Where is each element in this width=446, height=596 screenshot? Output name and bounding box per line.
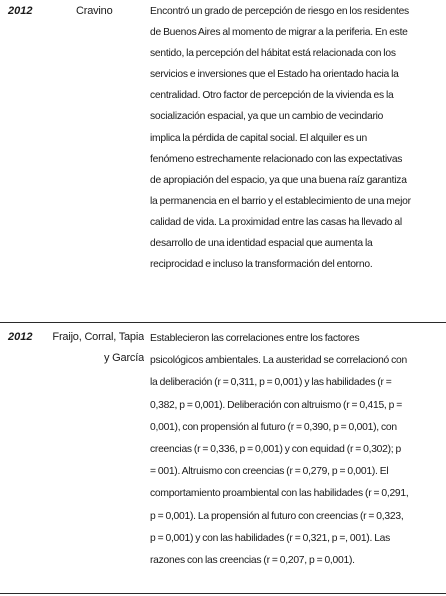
- description-cell: [150, 1, 440, 275]
- description-line: reciprocidad e incluso la transformación del entorno.: [150, 259, 373, 271]
- description-line: desarrollo de una identidad espacial que aumenta la: [150, 238, 373, 250]
- year-cell: 2012: [8, 5, 33, 17]
- table-bottom-border: [0, 593, 446, 594]
- description-line: p = 0,001). La propensión al futuro con creencias (r = 0,323,: [150, 510, 404, 522]
- description-line: psicológicos ambientales. La austeridad se correlacionó con: [150, 355, 407, 367]
- description-line: la deliberación (r = 0,311, p = 0,001) y las habilidades (r =: [150, 377, 392, 389]
- author-cell: [46, 327, 144, 369]
- author-line: Fraijo, Corral, Tapia: [52, 331, 144, 343]
- description-line: Encontró un grado de percepción de riesgo en los residentes: [150, 6, 409, 17]
- description-line: sentido, la percepción del hábitat está relacionada con los: [150, 48, 396, 60]
- description-line: la permanencia en el barrio y el establecimiento de una mejor: [150, 195, 411, 207]
- description-line: socialización espacial, ya que un cambio de vecindario: [150, 111, 384, 123]
- description-line: de apropiación del espacio, ya que una buena raíz garantiza: [150, 174, 407, 186]
- description-line: p = 0,001) y con las habilidades (r = 0,321, p =, 001). Las: [150, 532, 391, 544]
- author-line: y García: [104, 352, 144, 364]
- description-line: centralidad. Otro factor de percepción de la vivienda es la: [150, 90, 394, 102]
- description-line: Establecieron las correlaciones entre los factores: [150, 333, 360, 344]
- author-cell: Cravino: [76, 5, 113, 17]
- description-line: calidad de vida. La proximidad entre las casas ha llevado al: [150, 216, 402, 228]
- table-row: [0, 322, 446, 596]
- description-line: servicios e inversiones que el Estado ha orientado hacia la: [150, 69, 399, 81]
- description-line: 0,382, p = 0,001). Deliberación con altruismo (r = 0,415, p =: [150, 399, 402, 411]
- description-line: creencias (r = 0,336, p = 0,001) y con equidad (r = 0,302); p: [150, 444, 401, 456]
- description-line: razones con las creencias (r = 0,207, p = 0,001).: [150, 555, 355, 567]
- description-line: fenómeno estrechamente relacionado con las expectativas: [150, 153, 403, 165]
- description-line: = 001). Altruismo con creencias (r = 0,279, p = 0,001). El: [150, 466, 389, 478]
- year-cell: 2012: [8, 331, 33, 343]
- description-line: comportamiento proambiental con las habilidades (r = 0,291,: [150, 488, 409, 500]
- description-line: 0,001), con propensión al futuro (r = 0,390, p = 0,001), con: [150, 421, 397, 433]
- description-cell: [150, 328, 440, 572]
- description-line: implica la pérdida de capital social. El alquiler es un: [150, 132, 367, 144]
- description-line: de Buenos Aires al momento de migrar a la periferia. En este: [150, 27, 408, 39]
